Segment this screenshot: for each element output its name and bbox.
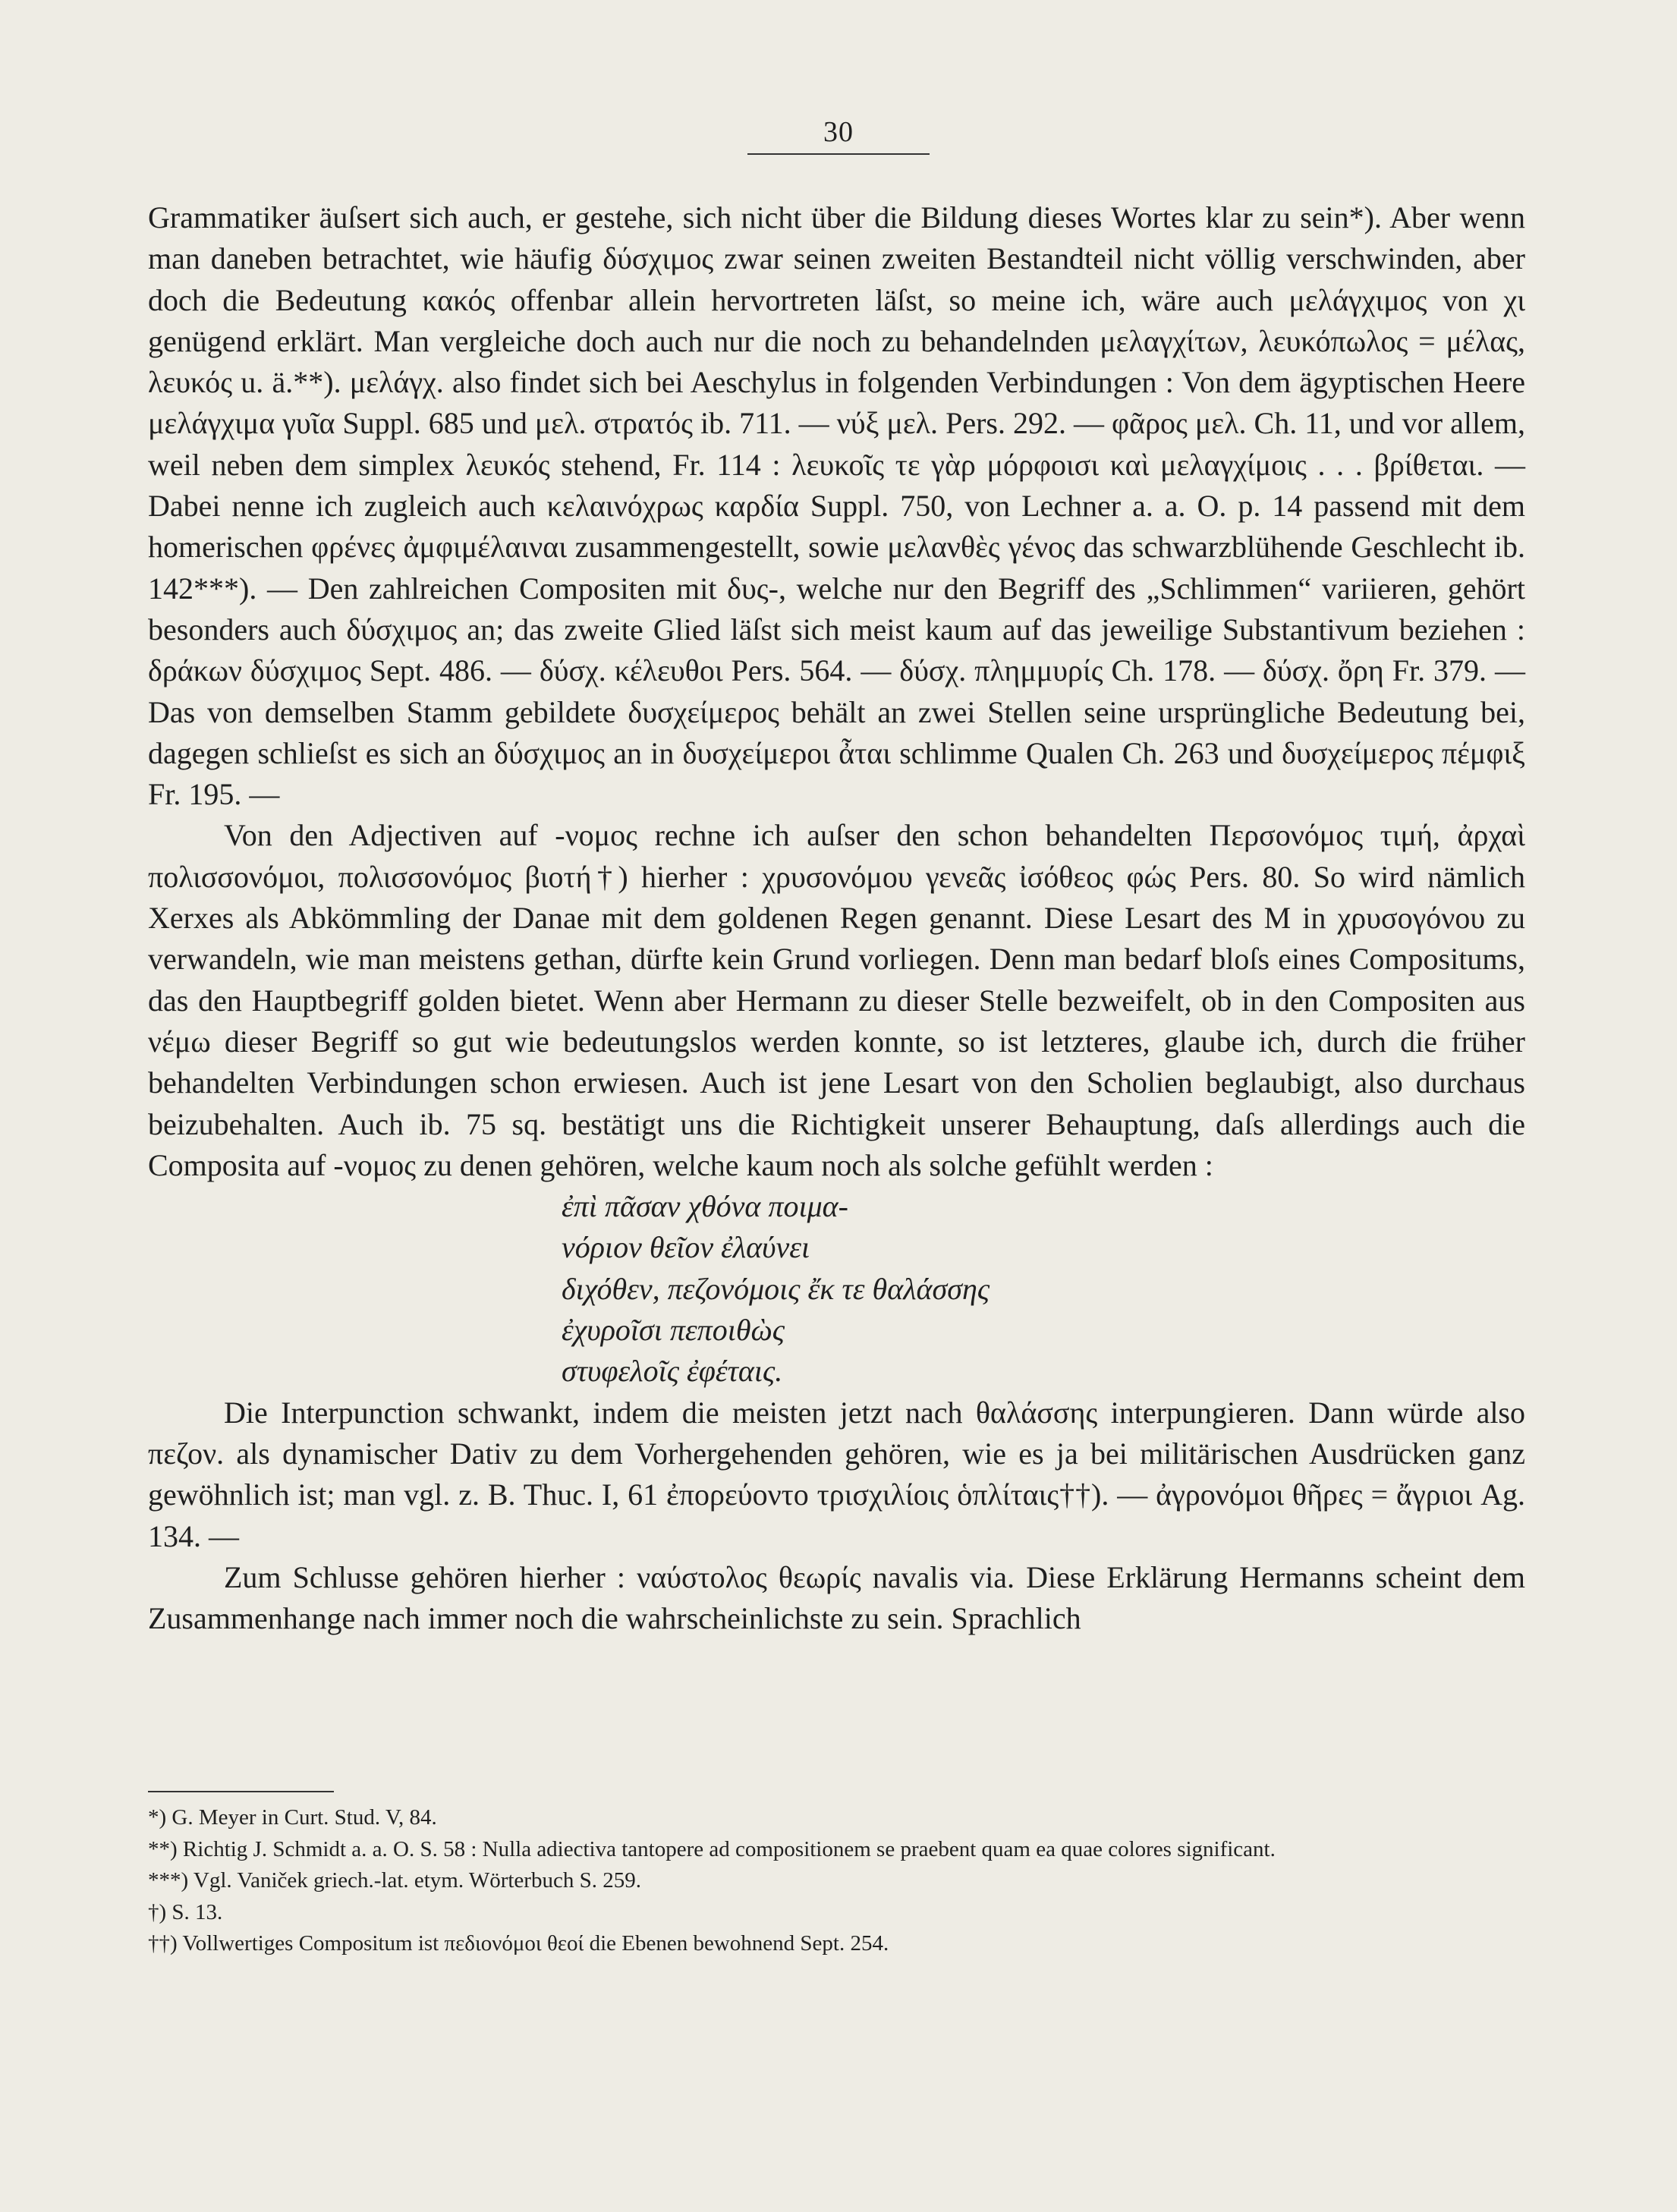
footnote-mark: ††) bbox=[148, 1931, 178, 1956]
verse-quotation bbox=[562, 1186, 1525, 1392]
page-header bbox=[0, 115, 1677, 155]
footnote bbox=[148, 1834, 1525, 1866]
footnote-mark: **) bbox=[148, 1836, 178, 1861]
footnote-mark: †) bbox=[148, 1899, 167, 1924]
verse-line: διχόθεν, πεζονόμοις ἔκ τε θαλάσσης bbox=[562, 1271, 990, 1306]
footnote-text: G. Meyer in Curt. Stud. V, 84. bbox=[171, 1805, 437, 1830]
paragraph: Grammatiker äuſsert sich auch, er gestehe, sich nicht über die Bildung dieses Wortes klar zu sein*). Aber wenn man daneben betrachtet, wie häufig δύσχιμος zwar seinen zweiten Bestandteil nicht völlig verschwinden, aber doch die Bedeutung κακός offenbar allein hervortreten läſst, so meine ich, wäre auch μελάγχιμος von χι genügend erklärt. Man vergleiche doch auch nur die noch zu behandelnden μελαγχίτων, λευκόπωλος = μέλας, λευκός u. ä.**). μελάγχ. also findet sich bei Aeschylus in folgenden Verbindungen : Von dem ägyptischen Heere μελάγχιμα γυῖα Suppl. 685 und μελ. στρατός ib. 711. — νύξ μελ. Pers. 292. — φᾶρος μελ. Ch. 11, und vor allem, weil neben dem simplex λευκός stehend, Fr. 114 : λευκοῖς τε γὰρ μόρφοισι καὶ μελαγχίμοις . . . βρίθεται. — Dabei nenne ich zugleich auch κελαινόχρως καρδία Suppl. 750, von Lechner a. a. O. p. 14 passend mit dem homerischen φρένες ἀμφιμέλαιναι zusammengestellt, sowie μελανθὲς γένος das schwarzblühende Geschlecht ib. 142***). — Den zahlreichen Compositen mit δυς-, welche nur den Begriff des „Schlimmen“ variieren, gehört besonders auch δύσχιμος an; das zweite Glied läſst sich meist kaum auf das jeweilige Substantivum beziehen : δράκων δύσχιμος Sept. 486. — δύσχ. κέλευθοι Pers. 564. — δύσχ. πλημμυρίς Ch. 178. — δύσχ. ὄρη Fr. 379. — Das von demselben Stamm gebildete δυσχείμερος behält an zwei Stellen seine ursprüngliche Bedeutung bei, dagegen schlieſst es sich an δύσχιμος an in δυσχείμεροι ἆται schlimme Qualen Ch. 263 und δυσχείμερος πέμφιξ Fr. 195. — bbox=[148, 200, 1526, 812]
paragraph: Von den Adjectiven auf -νομος rechne ich auſser den schon behandelten Περσονόμος τιμή, ἀρχαὶ πολισσονόμοι, πολισσονόμος βιοτή†) hierher : χρυσονόμου γενεᾶς ἰσόθεος φώς Pers. 80. So wird nämlich Xerxes als Abkömmling der Danae mit dem goldenen Regen genannt. Diese Lesart des M in χρυσογόνου zu verwandeln, wie man meistens gethan, dürfte kein Grund vorliegen. Denn man bedarf bloſs eines Compositums, das den Hauptbegriff golden bietet. Wenn aber Hermann zu dieser Stelle bezweifelt, ob in den Compositen aus νέμω dieser Begriff so gut wie bedeutungslos werden konnte, so ist letzteres, glaube ich, durch die früher behandelten Verbindungen schon erwiesen. Auch ist jene Lesart von den Scholien beglaubigt, also durchaus beizubehalten. Auch ib. 75 sq. bestätigt uns die Richtigkeit unserer Behauptung, daſs allerdings auch die Composita auf -νομος zu denen gehören, welche kaum noch als solche gefühlt werden : bbox=[148, 818, 1525, 1182]
verse-line: νόριον θεῖον ἐλαύνει bbox=[562, 1230, 810, 1265]
footnote bbox=[148, 1928, 1525, 1960]
paragraph: Zum Schlusse gehören hierher : ναύστολος θεωρίς navalis via. Diese Erklärung Hermanns scheint dem Zusammenhange nach immer noch die wahrscheinlichste zu sein. Sprachlich bbox=[148, 1559, 1525, 1636]
footnote-text: Richtig J. Schmidt a. a. O. S. 58 : Nulla adiectiva tantopere ad compositionem se praebent quam ea quae colores significant. bbox=[182, 1836, 1276, 1861]
footnotes bbox=[148, 1802, 1525, 1960]
verse-line: ἐπὶ πᾶσαν χθόνα ποιμα- bbox=[562, 1189, 848, 1224]
footnote bbox=[148, 1865, 1525, 1897]
footnote-text: Vgl. Vaniček griech.-lat. etym. Wörterbuch S. 259. bbox=[193, 1868, 641, 1893]
footnote-text: Vollwertiges Compositum ist πεδιονόμοι θεοί die Ebenen bewohnend Sept. 254. bbox=[182, 1931, 889, 1956]
footnote bbox=[148, 1897, 1525, 1929]
footnote-rule bbox=[148, 1791, 334, 1792]
paragraph: Die Interpunction schwankt, indem die meisten jetzt nach θαλάσσης interpungieren. Dann würde also πεζον. als dynamischer Dativ zu dem Vorhergehenden gehören, wie es ja bei militärischen Ausdrücken ganz gewöhnlich ist; man vgl. z. B. Thuc. I, 61 ἐπορεύοντο τρισχιλίοις ὁπλίταις††). — ἀγρονόμοι θῆρες = ἄγριοι Ag. 134. — bbox=[148, 1395, 1525, 1553]
main-text bbox=[148, 197, 1525, 1639]
footnote-mark: *) bbox=[148, 1805, 167, 1830]
footnote bbox=[148, 1802, 1525, 1834]
footnote-mark: ***) bbox=[148, 1868, 189, 1893]
verse-line: ἐχυροῖσι πεποιθὼς bbox=[562, 1313, 785, 1348]
header-rule bbox=[747, 153, 930, 155]
verse-line: στυφελοῖς ἐφέταις. bbox=[562, 1354, 783, 1389]
page-number: 30 bbox=[823, 116, 854, 148]
footnote-text: S. 13. bbox=[171, 1899, 223, 1924]
